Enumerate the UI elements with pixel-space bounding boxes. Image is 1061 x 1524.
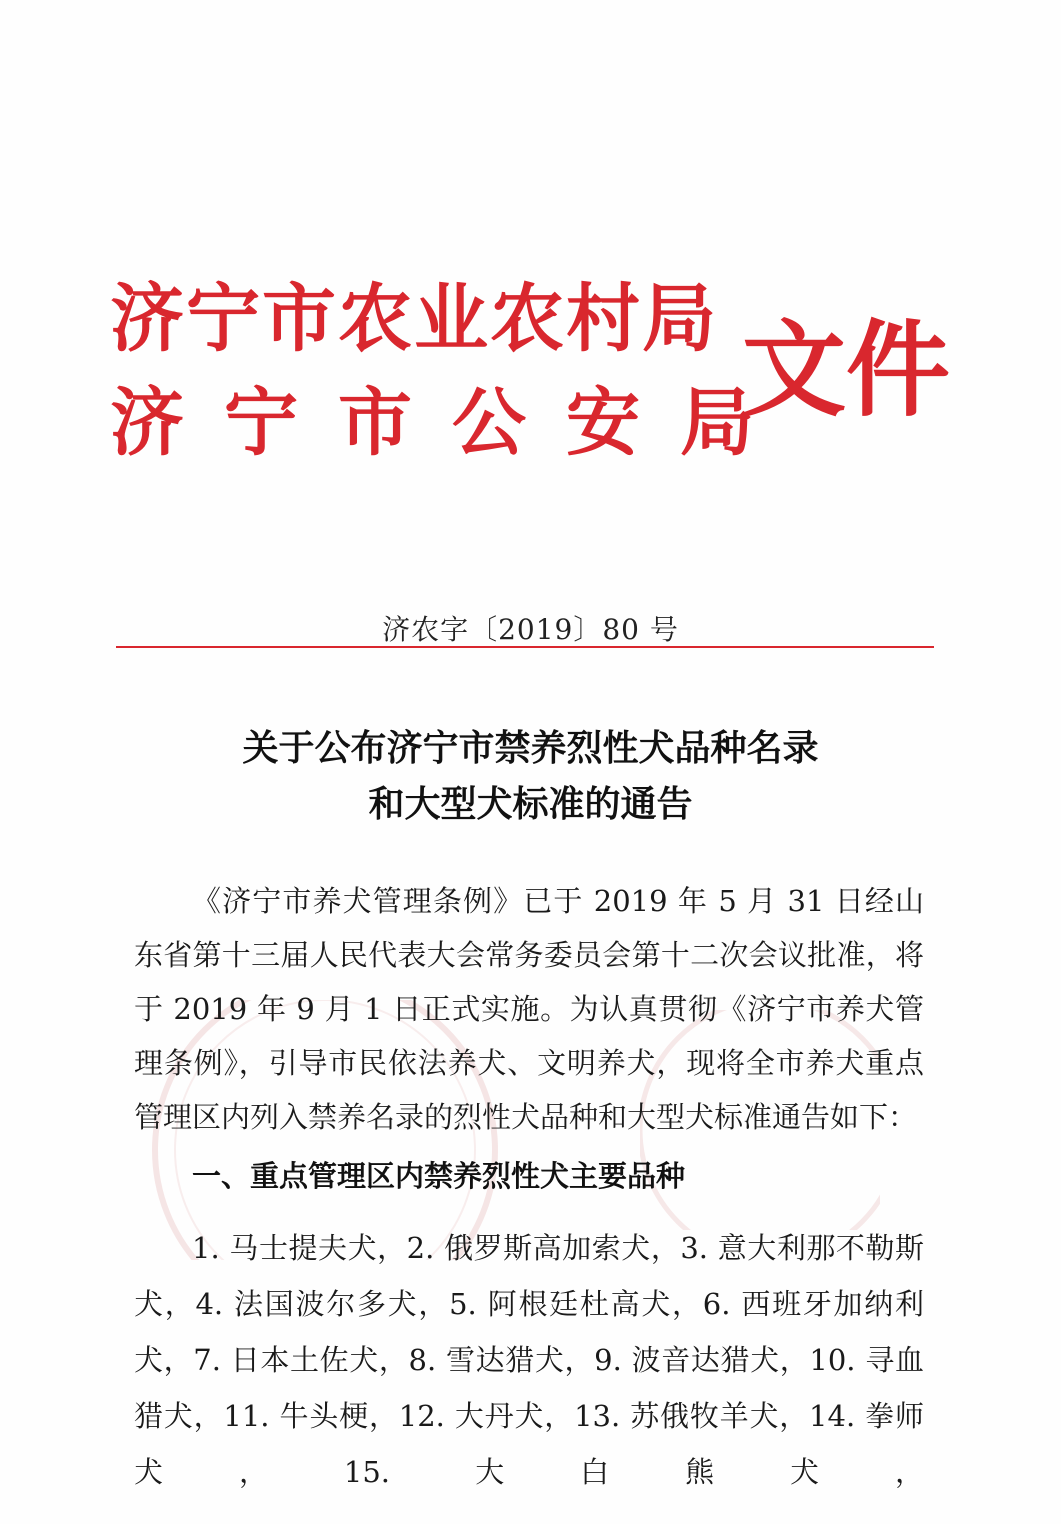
masthead-document-word: 文件 — [742, 308, 951, 431]
breeds-section — [134, 1220, 924, 1500]
intro-paragraph: 《济宁市养犬管理条例》已于 2019 年 5 月 31 日经山东省第十三届人民代表大会常务委员会第十二次会议批准，将于 2019 年 9 月 1 日正式实施。为认真贯彻《济宁市养犬管理条例》，引导市民依法养犬、文明养犬，现将全市养犬重点管理区内列入禁养名录的烈性犬品种和大型犬标准通告如下： — [134, 884, 924, 1134]
red-masthead — [110, 268, 950, 478]
document-title — [0, 720, 1061, 832]
intro-section — [134, 874, 924, 1144]
title-line-1: 关于公布济宁市禁养烈性犬品种名录 — [242, 727, 819, 769]
red-divider — [116, 646, 934, 648]
breeds-paragraph: 1. 马士提夫犬，2. 俄罗斯高加索犬，3. 意大利那不勒斯犬，4. 法国波尔多犬，5. 阿根廷杜高犬，6. 西班牙加纳利犬，7. 日本土佐犬，8. 雪达猎犬，9. 波音达猎犬，10. 寻血猎犬，11. 牛头梗，12. 大丹犬，13. 苏俄牧羊犬，14. 拳师犬，15. 大白熊犬， — [134, 1231, 924, 1489]
document-number: 济农字〔2019〕80 号 — [382, 613, 679, 646]
masthead-issuer-2: 济宁市公安局 — [110, 380, 794, 466]
section-heading-1: 一、重点管理区内禁养烈性犬主要品种 — [192, 1159, 686, 1193]
masthead-issuer-1: 济宁市农业农村局 — [110, 276, 718, 362]
title-line-2: 和大型犬标准的通告 — [368, 783, 693, 825]
